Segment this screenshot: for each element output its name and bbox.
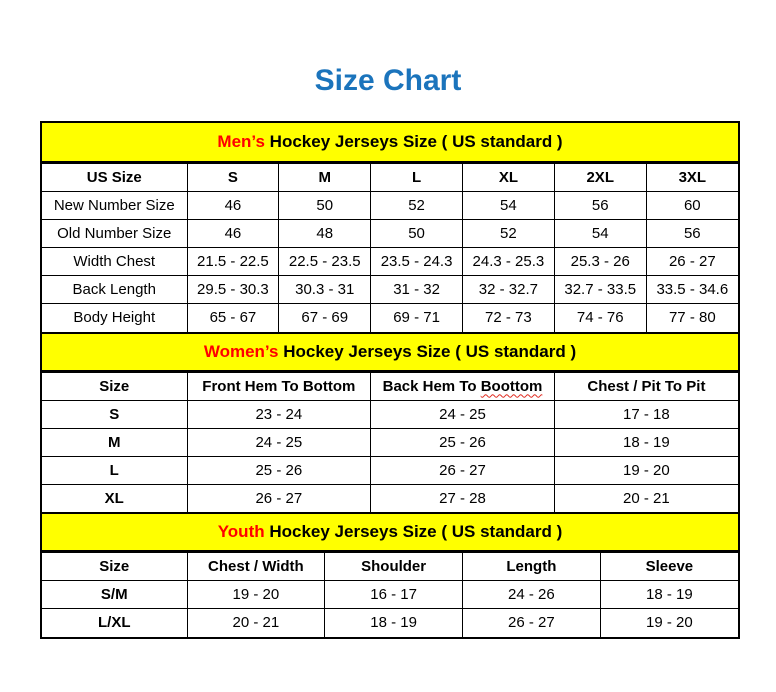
table-row	[42, 220, 738, 248]
data-cell: 54	[462, 192, 554, 220]
data-cell: 19 - 20	[187, 581, 325, 609]
table-row	[42, 609, 738, 637]
row-label: Width Chest	[42, 248, 187, 276]
data-cell: 18 - 19	[600, 581, 738, 609]
row-label: S/M	[42, 581, 187, 609]
column-header: Sleeve	[600, 553, 738, 581]
data-cell: 74 - 76	[554, 304, 646, 332]
data-cell: 26 - 27	[463, 609, 601, 637]
column-header	[371, 372, 555, 400]
data-cell: 31 - 32	[371, 276, 463, 304]
row-label: S	[42, 400, 187, 428]
men-size-table	[42, 163, 738, 332]
row-label: Back Length	[42, 276, 187, 304]
table-row	[42, 276, 738, 304]
data-cell: 23.5 - 24.3	[371, 248, 463, 276]
data-cell: 21.5 - 22.5	[187, 248, 279, 276]
row-label: Body Height	[42, 304, 187, 332]
data-cell: 25.3 - 26	[554, 248, 646, 276]
header-row	[42, 372, 738, 400]
data-cell: 20 - 21	[554, 484, 738, 512]
section-youth	[42, 512, 738, 637]
data-cell: 20 - 21	[187, 609, 325, 637]
data-cell: 46	[187, 220, 279, 248]
table-row	[42, 428, 738, 456]
youth-header-band	[42, 512, 738, 552]
data-cell: 56	[554, 192, 646, 220]
data-cell: 77 - 80	[646, 304, 738, 332]
table-row	[42, 400, 738, 428]
data-cell: 72 - 73	[462, 304, 554, 332]
column-header: Chest / Width	[187, 553, 325, 581]
table-row	[42, 456, 738, 484]
data-cell: 32.7 - 33.5	[554, 276, 646, 304]
women-header-band	[42, 332, 738, 372]
youth-band-text: Hockey Jerseys Size ( US standard )	[264, 522, 563, 541]
data-cell: 56	[646, 220, 738, 248]
column-header: Front Hem To Bottom	[187, 372, 371, 400]
data-cell: 30.3 - 31	[279, 276, 371, 304]
data-cell: 24.3 - 25.3	[462, 248, 554, 276]
row-label: Old Number Size	[42, 220, 187, 248]
data-cell: 19 - 20	[554, 456, 738, 484]
page-title: Size Chart	[314, 64, 462, 97]
table-row	[42, 192, 738, 220]
row-label: L	[42, 456, 187, 484]
women-band-highlight: Women’s	[203, 341, 279, 361]
column-header: Size	[42, 372, 187, 400]
data-cell: 27 - 28	[371, 484, 555, 512]
data-cell: 23 - 24	[187, 400, 371, 428]
column-header: L	[371, 164, 463, 192]
data-cell: 50	[279, 192, 371, 220]
row-label: L/XL	[42, 609, 187, 637]
column-header-text: Back Hem To	[382, 377, 481, 395]
table-row	[42, 581, 738, 609]
header-row	[42, 164, 738, 192]
data-cell: 52	[371, 192, 463, 220]
data-cell: 22.5 - 23.5	[279, 248, 371, 276]
data-cell: 16 - 17	[325, 581, 463, 609]
row-label: New Number Size	[42, 192, 187, 220]
youth-size-table	[42, 552, 738, 637]
column-header: S	[187, 164, 279, 192]
data-cell: 19 - 20	[600, 609, 738, 637]
data-cell: 46	[187, 192, 279, 220]
column-header: M	[279, 164, 371, 192]
row-label: M	[42, 428, 187, 456]
women-band-text: Hockey Jerseys Size ( US standard )	[278, 341, 577, 361]
data-cell: 32 - 32.7	[462, 276, 554, 304]
data-cell: 18 - 19	[325, 609, 463, 637]
data-cell: 67 - 69	[279, 304, 371, 332]
column-header: 3XL	[646, 164, 738, 192]
data-cell: 33.5 - 34.6	[646, 276, 738, 304]
section-women	[42, 332, 738, 513]
data-cell: 29.5 - 30.3	[187, 276, 279, 304]
column-header: XL	[462, 164, 554, 192]
data-cell: 26 - 27	[371, 456, 555, 484]
data-cell: 25 - 26	[371, 428, 555, 456]
data-cell: 26 - 27	[646, 248, 738, 276]
column-header: US Size	[42, 164, 187, 192]
table-row	[42, 484, 738, 512]
data-cell: 60	[646, 192, 738, 220]
data-cell: 18 - 19	[554, 428, 738, 456]
data-cell: 54	[554, 220, 646, 248]
data-cell: 69 - 71	[371, 304, 463, 332]
data-cell: 24 - 26	[463, 581, 601, 609]
column-header: Shoulder	[325, 553, 463, 581]
men-band-highlight: Men’s	[217, 132, 265, 151]
men-band-text: Hockey Jerseys Size ( US standard )	[264, 132, 563, 151]
data-cell: 50	[371, 220, 463, 248]
women-size-table	[42, 372, 738, 513]
column-header: Size	[42, 553, 187, 581]
youth-band-highlight: Youth	[217, 522, 265, 541]
column-header: Chest / Pit To Pit	[554, 372, 738, 400]
data-cell: 26 - 27	[187, 484, 371, 512]
section-men	[42, 123, 738, 332]
row-label: XL	[42, 484, 187, 512]
data-cell: 48	[279, 220, 371, 248]
men-header-band	[42, 123, 738, 163]
data-cell: 17 - 18	[554, 400, 738, 428]
column-header: Length	[463, 553, 601, 581]
data-cell: 25 - 26	[187, 456, 371, 484]
data-cell: 24 - 25	[371, 400, 555, 428]
header-row	[42, 553, 738, 581]
table-row	[42, 304, 738, 332]
column-header: 2XL	[554, 164, 646, 192]
size-chart	[40, 121, 740, 639]
misspelled-word: Boottom	[480, 377, 543, 395]
table-row	[42, 248, 738, 276]
data-cell: 65 - 67	[187, 304, 279, 332]
data-cell: 24 - 25	[187, 428, 371, 456]
data-cell: 52	[462, 220, 554, 248]
